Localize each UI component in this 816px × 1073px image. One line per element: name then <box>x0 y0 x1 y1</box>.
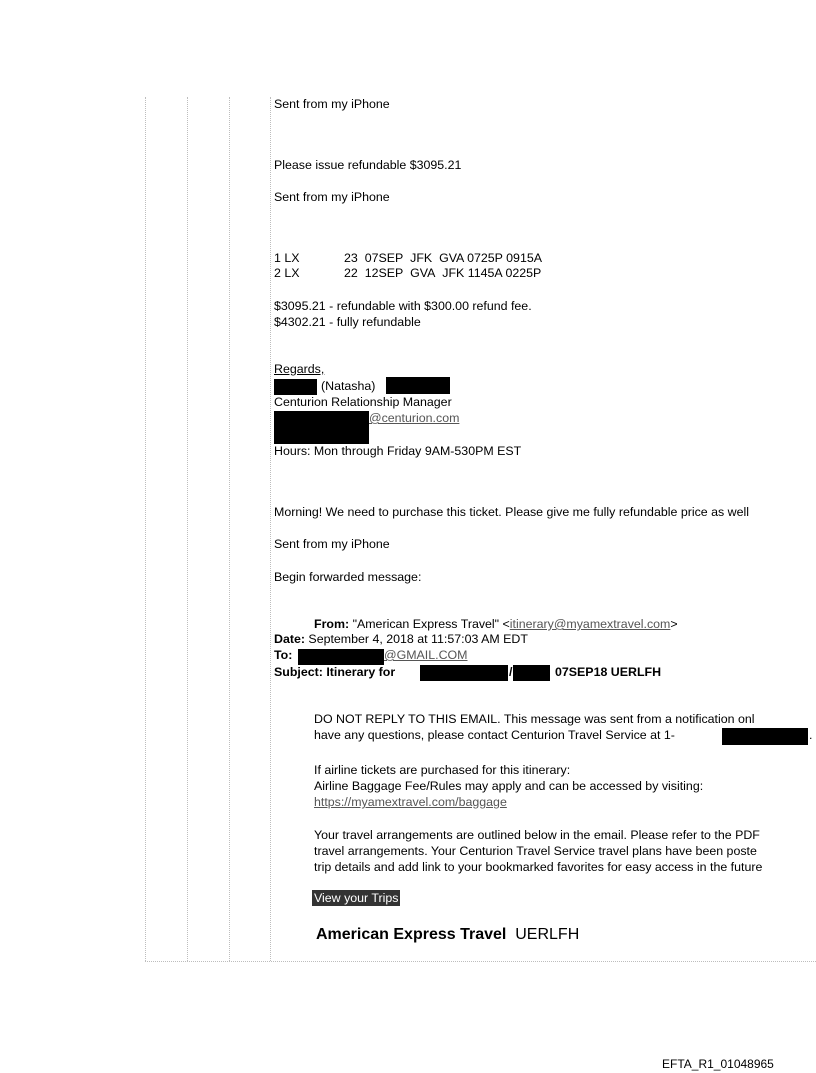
fwd-subject-end: 07SEP18 UERLFH <box>555 665 662 679</box>
fwd-subject: Subject: Itinerary for <box>274 665 396 679</box>
fare-option: $4302.21 - fully refundable <box>274 315 421 329</box>
redaction <box>513 665 550 681</box>
flight-line-detail: 23 07SEP JFK GVA 0725P 0915A <box>344 251 542 265</box>
notice-line: DO NOT REPLY TO THIS EMAIL. This message was sent from a notification onl <box>314 712 755 726</box>
flight-line-detail: 22 12SEP GVA JFK 1145A 0225P <box>344 266 542 280</box>
travel-note: trip details and add link to your bookmarked favorites for easy access in the future <box>314 860 763 874</box>
view-trips-button[interactable]: View your Trips <box>314 891 399 905</box>
fwd-subject-slash: / <box>509 665 513 679</box>
redaction <box>274 379 317 395</box>
table-border <box>229 97 230 961</box>
refund-request: Please issue refundable $3095.21 <box>274 158 462 172</box>
redaction <box>298 649 384 665</box>
fwd-from-link[interactable]: itinerary@myamextravel.com <box>509 617 671 631</box>
purchase-request: Morning! We need to purchase this ticket. Please give me fully refundable price as well <box>274 505 749 519</box>
fare-option: $3095.21 - refundable with $300.00 refund fee. <box>274 299 532 313</box>
sent-from-iphone: Sent from my iPhone <box>274 190 390 204</box>
bates-number: EFTA_R1_01048965 <box>662 1057 774 1071</box>
fwd-to-label: To: <box>274 648 293 662</box>
fwd-to-link[interactable]: @GMAIL.COM <box>384 648 468 662</box>
redaction <box>274 411 369 444</box>
travel-note: travel arrangements. Your Centurion Travel Service travel plans have been poste <box>314 844 757 858</box>
redaction <box>420 665 508 681</box>
sender-name: (Natasha) <box>321 379 376 393</box>
forwarded-header: Begin forwarded message: <box>274 570 422 584</box>
table-border <box>187 97 188 961</box>
sender-title: Centurion Relationship Manager <box>274 395 452 409</box>
airline-note: Airline Baggage Fee/Rules may apply and can be accessed by visiting: <box>314 779 704 793</box>
office-hours: Hours: Mon through Friday 9AM-530PM EST <box>274 444 522 458</box>
baggage-link[interactable]: https://myamextravel.com/baggage <box>314 795 507 809</box>
table-border <box>270 97 271 961</box>
flight-line: 1 LX <box>274 251 300 265</box>
notice-line-end: . <box>809 728 813 742</box>
sent-from-iphone: Sent from my iPhone <box>274 537 390 551</box>
table-border-left <box>145 97 146 961</box>
email-link[interactable]: @centurion.com <box>369 411 460 425</box>
regards: Regards, <box>274 362 325 376</box>
fwd-from: From: "American Express Travel" <itinerary@myamextravel.com> <box>314 617 678 631</box>
travel-note: Your travel arrangements are outlined below in the email. Please refer to the PDF <box>314 828 760 842</box>
flight-line: 2 LX <box>274 266 300 280</box>
brand-heading: American Express Travel UERLFH <box>316 926 580 943</box>
notice-line: have any questions, please contact Centurion Travel Service at 1- <box>314 728 675 742</box>
table-border-bottom <box>145 961 816 962</box>
sent-from-iphone: Sent from my iPhone <box>274 97 390 111</box>
airline-note: If airline tickets are purchased for this itinerary: <box>314 763 571 777</box>
redaction <box>386 377 450 394</box>
fwd-date: Date: September 4, 2018 at 11:57:03 AM EDT <box>274 632 528 646</box>
redaction <box>722 728 808 745</box>
